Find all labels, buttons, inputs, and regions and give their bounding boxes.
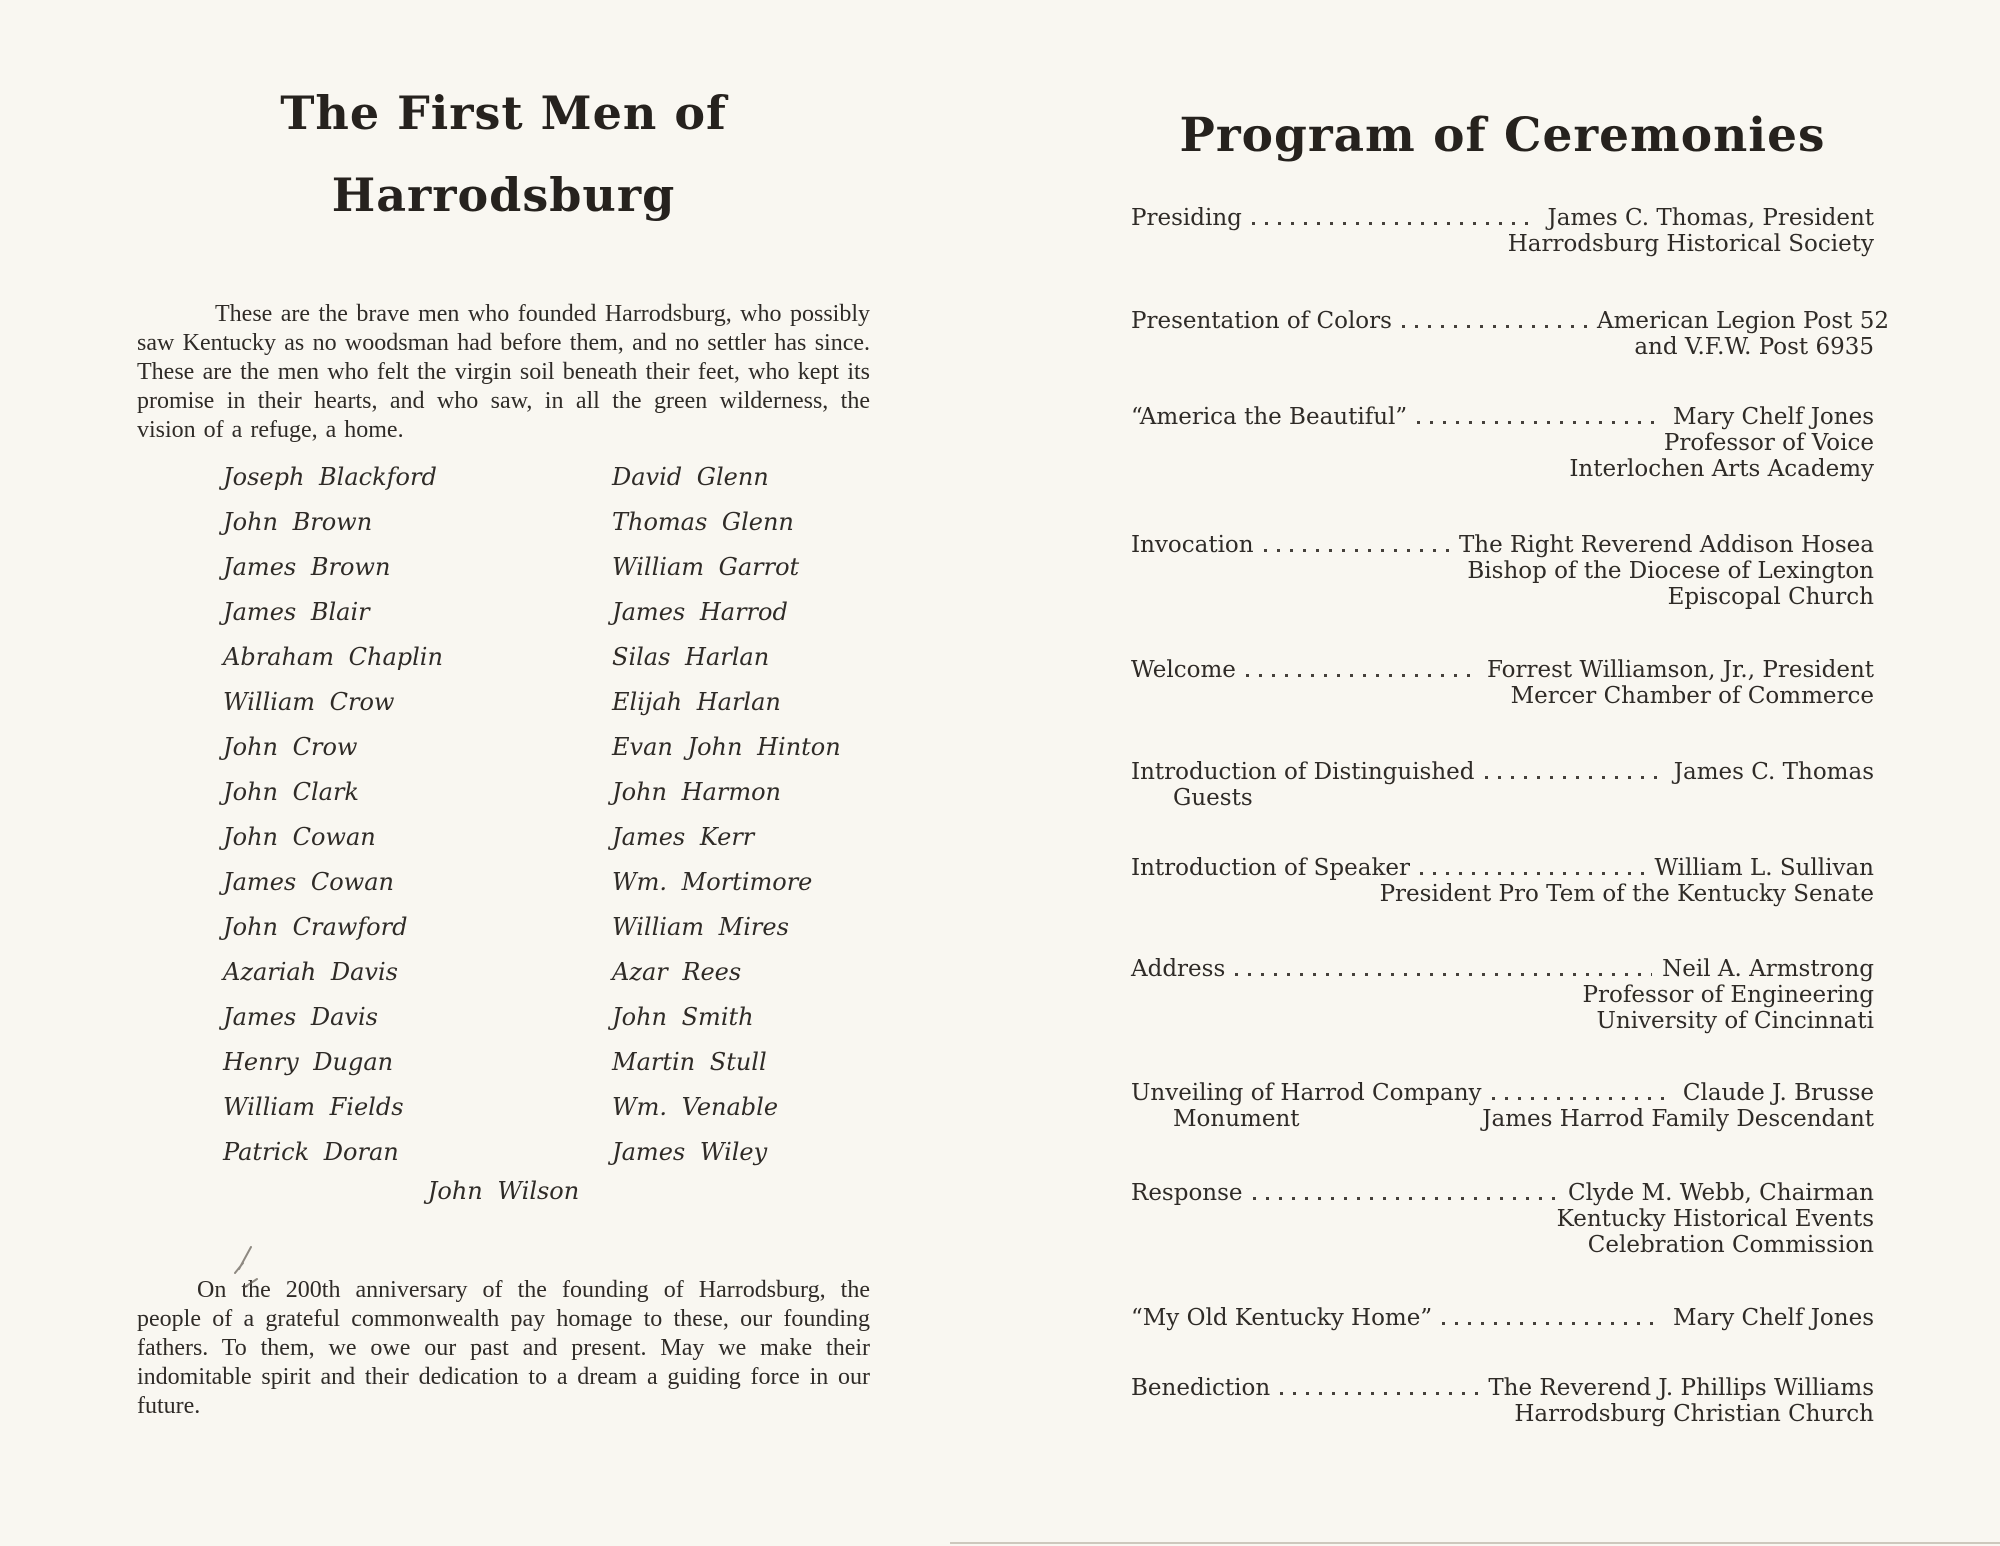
program-item-label: Unveiling of Harrod Company [1131,1080,1482,1106]
dotted-leader [1246,674,1477,677]
program-item-subline: Interlochen Arts Academy [1569,456,1874,482]
founder-name: John Smith [612,1003,754,1031]
founder-name: John Crawford [223,913,408,941]
program-item-subline: University of Cincinnati [1596,1008,1874,1034]
founder-name: Thomas Glenn [612,508,794,536]
founders-list [223,462,870,1182]
program-item-name: Mary Chelf Jones [1672,404,1874,430]
program-item-label: Welcome [1131,657,1236,683]
program-item-subline: James Harrod Family Descendant [1482,1106,1874,1132]
program-item-subline: Professor of Voice [1663,430,1874,456]
dotted-leader [1253,1197,1558,1200]
program-title: Program of Ceremonies [1179,108,1826,163]
founder-name: William Crow [223,688,395,716]
program-item-subline: Professor of Engineering [1582,982,1874,1008]
program-item-subline: and V.F.W. Post 6935 [1634,334,1874,360]
founder-name: James Davis [223,1003,378,1031]
program-item-name: The Right Reverend Addison Hosea [1458,532,1874,558]
program-item-subline: Bishop of the Diocese of Lexington [1467,558,1874,584]
founder-name: James Brown [223,553,391,581]
founder-name: William Fields [223,1093,404,1121]
founder-name: John Brown [223,508,373,536]
program-entry-invocation [1131,532,1874,610]
founder-name: Wm. Venable [612,1093,779,1121]
program-item-label: Presiding [1131,205,1242,231]
founder-name: Azariah Davis [223,958,398,986]
program-item-label: Introduction of Speaker [1131,855,1410,881]
scan-edge-artifact [950,1542,2000,1544]
founder-name: Abraham Chaplin [223,643,443,671]
founder-name: Azar Rees [612,958,742,986]
page-title-line-1: The First Men of [280,86,727,140]
program-item-subline: Harrodsburg Historical Society [1507,231,1874,257]
program-item-label: “My Old Kentucky Home” [1131,1305,1433,1331]
dotted-leader [1442,1322,1663,1325]
dotted-leader [1485,776,1664,779]
founder-name: John Crow [223,733,358,761]
dotted-leader [1417,421,1663,424]
founder-name: Martin Stull [612,1048,767,1076]
program-item-label: Benediction [1131,1375,1271,1401]
program-entry-presiding [1131,205,1874,257]
dotted-leader [1280,1392,1478,1395]
founder-name: James Cowan [223,868,394,896]
founder-name: John Clark [223,778,359,806]
founder-name: David Glenn [612,463,769,491]
program-item-name: Neil A. Armstrong [1662,956,1874,982]
program-item-subline: Episcopal Church [1667,584,1874,610]
dotted-leader [1264,549,1449,552]
program-entry-my-old-kentucky-home [1131,1305,1874,1331]
program-item-label: Response [1131,1180,1243,1206]
program-entry-welcome [1131,657,1874,709]
founder-name: James Wiley [612,1138,768,1166]
program-item-name: William L. Sullivan [1654,855,1874,881]
program-item-label-line-2: Monument [1173,1106,1300,1132]
program-item-label: Introduction of Distinguished [1131,759,1475,785]
founder-name: James Kerr [612,823,755,851]
founders-column-left [223,462,443,1182]
founder-name: James Blair [223,598,370,626]
dotted-leader [1492,1097,1673,1100]
dotted-leader [1235,973,1652,976]
pen-mark [229,1243,279,1303]
program-item-subline: Kentucky Historical Events [1556,1206,1874,1232]
right-page [1131,0,1890,1546]
program-entry-address [1131,956,1874,1034]
program-item-subline: Harrodsburg Christian Church [1514,1401,1874,1427]
program-entry-america-the-beautiful [1131,404,1874,482]
founder-name: John Harmon [612,778,781,806]
founder-name: Evan John Hinton [612,733,841,761]
founder-name: John Cowan [223,823,376,851]
program-item-label: “America the Beautiful” [1131,404,1408,430]
program-entry-introduction-of-distinguished-guests [1131,759,1874,811]
founder-name: William Garrot [612,553,800,581]
founder-name: James Harrod [612,598,788,626]
intro-paragraph: These are the brave men who founded Harrodsburg, who possibly saw Kentucky as no woodsman had before them, and no settler has since. These are the men who felt the virgin soil beneath their feet, who kept its promise in their hearts, and who saw, in all the green wilderness, the vision of a refuge, a home. [137,301,870,443]
founder-name: William Mires [612,913,789,941]
program-item-name: American Legion Post 52 [1596,308,1890,334]
founders-column-right [612,462,841,1182]
program-item-name: James C. Thomas, President [1547,205,1874,231]
program-item-label: Address [1131,956,1226,982]
program-item-name: The Reverend J. Phillips Williams [1488,1375,1874,1401]
program-entry-introduction-of-speaker [1131,855,1874,907]
founder-name: Elijah Harlan [612,688,781,716]
program-item-name: Forrest Williamson, Jr., President [1486,657,1874,683]
founder-name: Henry Dugan [223,1048,394,1076]
page-title [137,72,870,236]
program-entry-unveiling-of-harrod-company-monument [1131,1080,1874,1132]
dotted-leader [1252,222,1538,225]
program-item-name: James C. Thomas [1673,759,1874,785]
program-entry-response [1131,1180,1874,1258]
closing-paragraph: On the 200th anniversary of the founding of Harrodsburg, the people of a grateful commonwealth pay homage to these, our founding fathers. To them, we owe our past and present. May we make their indomitable spirit and their dedication to a dream a guiding force in our future. [137,1277,870,1419]
founder-name: Joseph Blackford [223,463,437,491]
program-item-label-line-2: Guests [1173,785,1253,811]
founder-name-centered: John Wilson [427,1177,580,1205]
program-item-name: Mary Chelf Jones [1672,1305,1874,1331]
founder-name: Patrick Doran [223,1138,399,1166]
program-item-name: Clyde M. Webb, Chairman [1567,1180,1874,1206]
page-title-line-2: Harrodsburg [331,168,676,222]
founder-name: Wm. Mortimore [612,868,813,896]
program-item-subline: President Pro Tem of the Kentucky Senate [1379,881,1874,907]
program-entry-presentation-of-colors [1131,308,1890,360]
program-item-name: Claude J. Brusse [1682,1080,1874,1106]
program-entry-benediction [1131,1375,1874,1427]
program-item-subline: Mercer Chamber of Commerce [1510,683,1874,709]
program-item-label: Presentation of Colors [1131,308,1392,334]
program-item-subline: Celebration Commission [1587,1232,1874,1258]
left-page [137,0,870,1546]
dotted-leader [1402,325,1587,328]
dotted-leader [1420,872,1644,875]
program-item-label: Invocation [1131,532,1254,558]
founder-name: Silas Harlan [612,643,770,671]
